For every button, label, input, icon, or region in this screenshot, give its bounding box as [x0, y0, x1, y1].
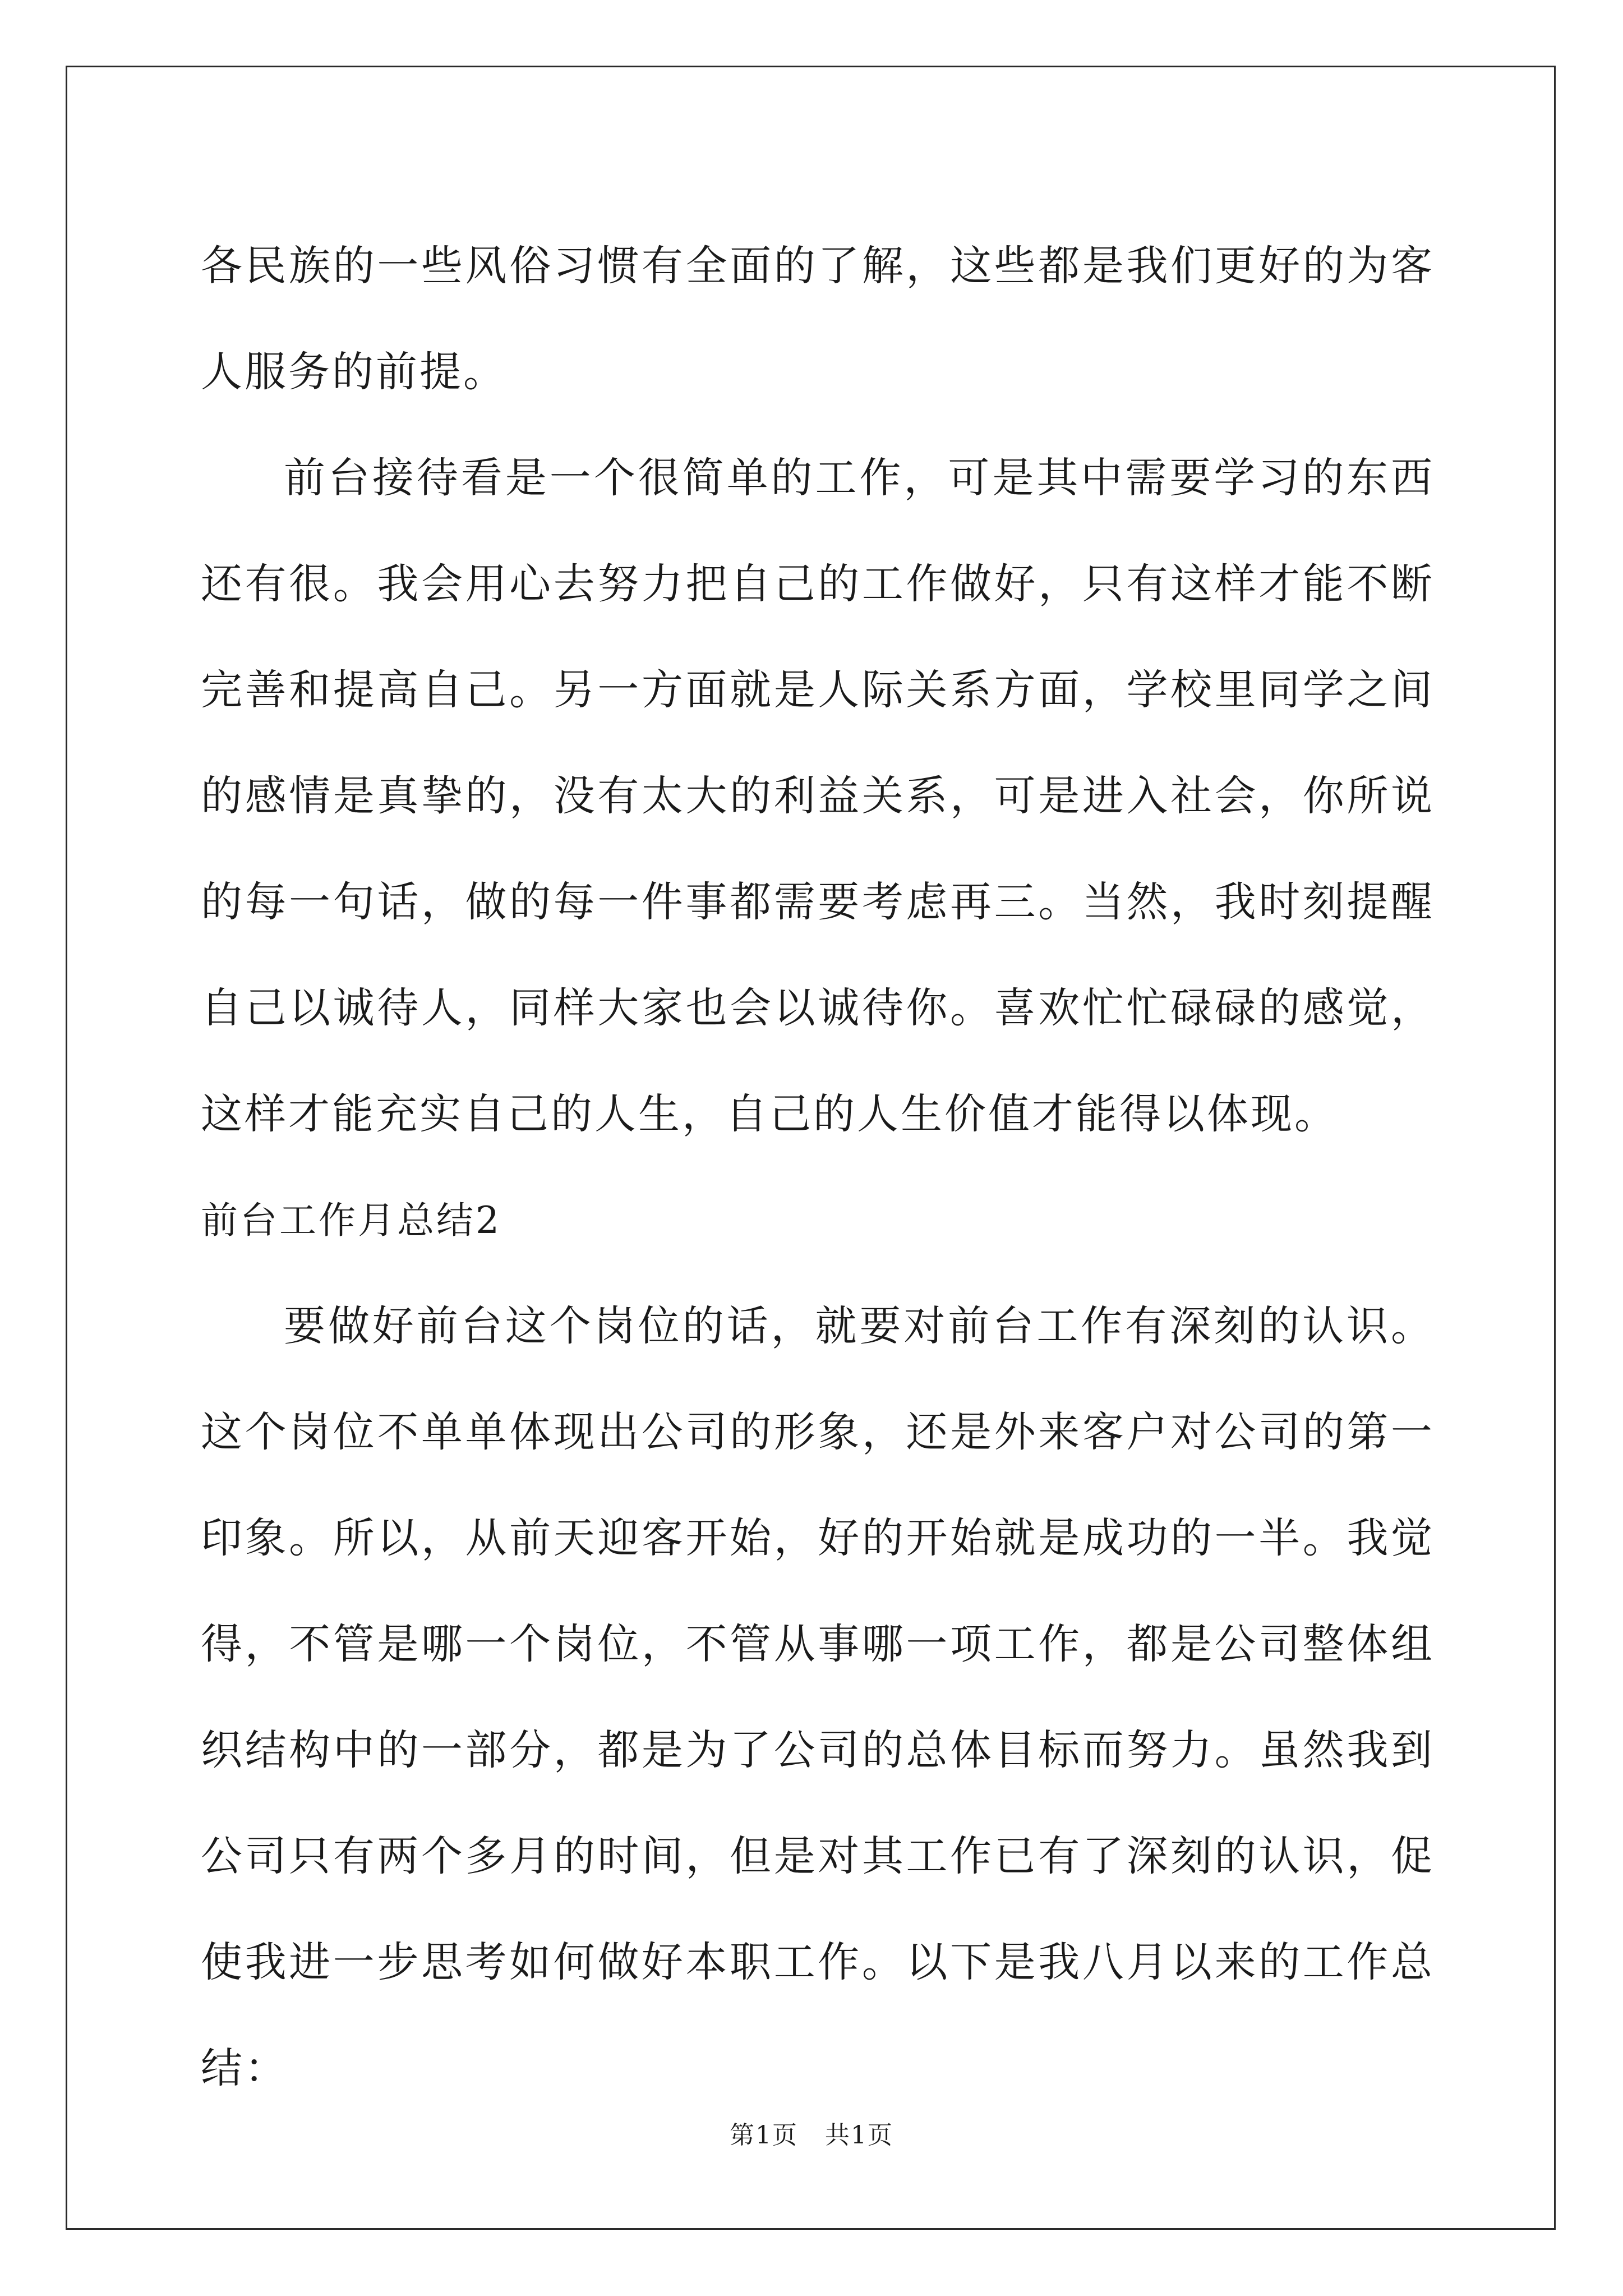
paragraph-reception-work: 前台接待看是一个很简单的工作，可是其中需要学习的东西还有很。我会用心去努力把自己的工作做好，只有这样才能不断完善和提高自己。另一方面就是人际关系方面，学校里同学之间的感情是真挚的，没有太大的利益关系，可是进入社会，你所说的每一句话，做的每一件事都需要考虑再三。当然，我时刻提醒自己以诚待人，同样大家也会以诚待你。喜欢忙忙碌碌的感觉，这样才能充实自己的人生，自己的人生价值才能得以体现。 [201, 454, 1435, 1138]
section-heading: 前台工作月总结2 [201, 1199, 501, 1242]
page-number-footer: 第1页 共1页 [730, 2121, 893, 2150]
document-body [201, 213, 1435, 2122]
paragraph-intro: 各民族的一些风俗习惯有全面的了解，这些都是我们更好的为客人服务的前提。 [201, 242, 1435, 396]
paragraph-front-desk-summary: 要做好前台这个岗位的话，就要对前台工作有深刻的认识。这个岗位不单单体现出公司的形象，还是外来客户对公司的第一印象。所以，从前天迎客开始，好的开始就是成功的一半。我觉得，不管是哪一个岗位，不管从事哪一项工作，都是公司整体组织结构中的一部分，都是为了公司的总体目标而努力。虽然我到公司只有两个多月的时间，但是对其工作已有了深刻的认识，促使我进一步思考如何做好本职工作。以下是我八月以来的工作总结： [201, 1302, 1435, 2092]
